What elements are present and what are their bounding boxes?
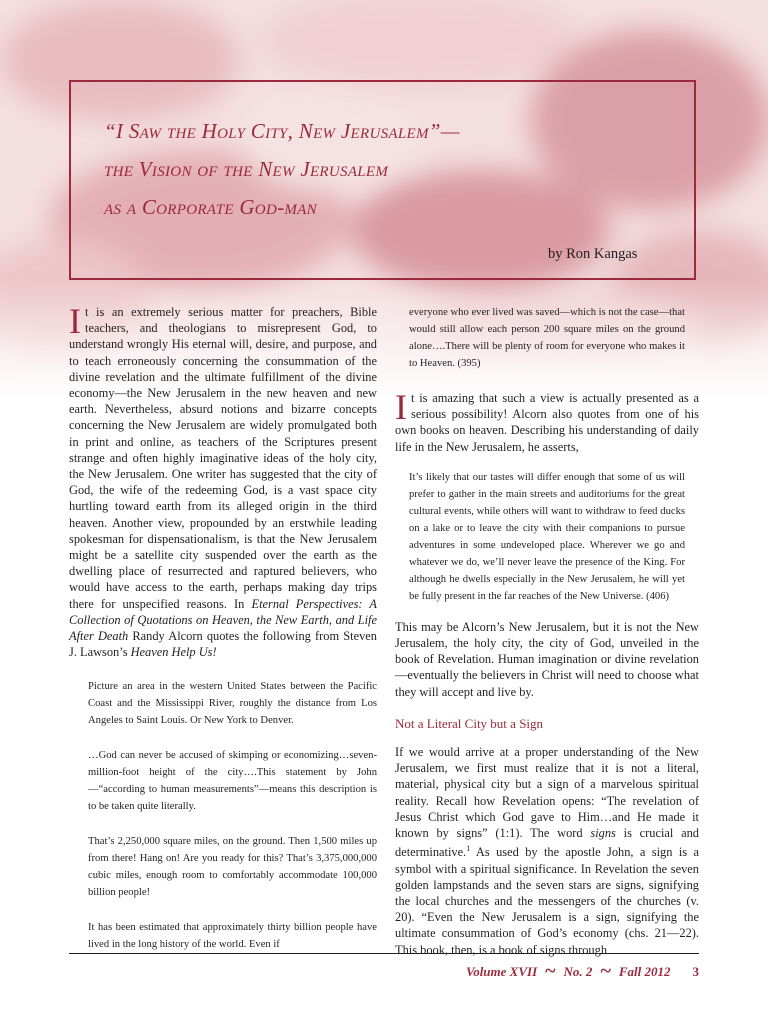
- byline: by Ron Kangas: [548, 246, 638, 262]
- paragraph: This may be Alcorn’s New Jerusalem, but it is not the New Jerusalem, the holy city, the city of God, unveiled in the book of Revelation. Human imagination or divine revelation—eventually the believers in Christ will need to choose what they will accept and live by.: [395, 619, 699, 699]
- article-title: [104, 112, 684, 226]
- page-number: 3: [692, 963, 699, 979]
- right-column: [395, 304, 699, 958]
- footnote-marker: 1: [466, 844, 471, 854]
- title-line-2: the Vision of the New Jerusalem: [104, 157, 389, 181]
- book-title: Eternal Perspectives: A Collection of Quotations on Heaven, the New Earth, and Life After Death: [69, 596, 377, 644]
- tilde-separator: ~: [600, 960, 611, 982]
- block-quote: It has been estimated that approximately thirty billion people have lived in the long history of the world. Even if: [88, 922, 377, 951]
- paragraph: If we would arrive at a proper understanding of the New Jerusalem, we first must realize that it is not a literal, material, physical city but a sign of a marvelous spiritual reality. Recall how Revelation opens: “The revelation of Jesus Christ which God gave to Him…and He made it known by signs” (1:1). The word signs is crucial and determinative.$^1$ As used by the apostle John, a sign is a symbol with a spiritual significance. In Revelation the seven golden lampstands and the seven stars are signs, signifying the local churches and the messengers of the churches (v. 20). “Even the New Jerusalem is a sign, signifying the ultimate consummation of God’s economy (chs. 21—22). This book, then, is a book of signs through: [395, 745, 700, 957]
- block-quote: …God can never be accused of skimping or economizing…seven-million-foot height of the city….This statement by John—“according to human measurements”—means this description is to be taken quite literally.: [88, 750, 377, 813]
- block-quote: That’s 2,250,000 square miles, on the ground. Then 1,500 miles up from there! Hang on! Are you ready for this? That’s 3,375,000,000 cubic miles, enough room to comfortably accommodate 100,000 billion people!: [88, 836, 377, 899]
- paragraph: It is an extremely serious matter for preachers, Bible teachers, and theologians to misrepresent God, to understand wrongly His eternal will, desire, and purpose, and to teach erroneously concerning the consummation of the divine revelation and the ultimate fulfillment of the divine economy—the New Jerusalem in the new heaven and new earth. Nevertheless, absurd notions and bizarre concepts concerning the New Jerusalem are widely promulgated both in print and online, as teachers of the Scriptures present strange and often highly imaginative ideas of the holy city, the New Jerusalem. One writer has suggested that the city of God, the wife of the redeeming God, is a vast space city hurtling toward earth from its alleged origin in the third heaven. Another view, propounded by an erstwhile leading spokesman for dispensationalism, is that the New Jerusalem might be a satellite city suspended over the earth as the dwelling place of resurrected and raptured believers, who would have access to the earth, perhaps making day trips there for unspecified reasons. In Eternal Perspectives: A Collection of Quotations on Heaven, the New Earth, and Life After Death Randy Alcorn quotes the following from Steven J. Lawson’s Heaven Help Us!: [69, 301, 377, 660]
- book-title: Heaven Help Us!: [130, 645, 217, 660]
- title-line-1: “I Saw the Holy City, New Jerusalem”—: [104, 119, 460, 143]
- block-quote: Picture an area in the western United States between the Pacific Coast and the Mississippi River, roughly the distance from Los Angeles to Saint Louis. Or New York to Denver.: [88, 681, 377, 727]
- block-quote: everyone who ever lived was saved—which is not the case—that would still allow each person 200 square miles on the ground alone….There will be plenty of room for everyone who makes it to Heaven. (395): [409, 307, 685, 369]
- drop-cap: I: [395, 387, 407, 427]
- paragraph: It is amazing that such a view is actually presented as a serious possibility! Alcorn also quotes from one of his own books on heaven. Describing his understanding of daily life in the New Jerusalem, he asserts,: [395, 387, 699, 454]
- volume-label: Volume XVII: [465, 963, 538, 979]
- title-line-3: as a Corporate God-man: [104, 195, 317, 219]
- section-heading: Not a Literal City but a Sign: [395, 715, 544, 731]
- issue-season: Fall 2012: [618, 963, 671, 979]
- left-column: [69, 301, 377, 953]
- drop-cap: I: [69, 301, 81, 341]
- block-quote: It’s likely that our tastes will differ enough that some of us will prefer to gather in the main streets and auditoriums for the great cultural events, while others will want to withdraw to feed ducks on a lake or to leave the city with their companions to pursue adventures in some undeveloped place. Wherever we go and whatever we do, we’ll never leave the presence of the King. For although he dwells especially in the New Jerusalem, he will yet be fully present in the far reaches of the New Universe. (406): [409, 471, 685, 602]
- page-footer: [466, 960, 699, 983]
- issue-number: No. 2: [563, 963, 593, 979]
- tilde-separator: ~: [545, 960, 556, 982]
